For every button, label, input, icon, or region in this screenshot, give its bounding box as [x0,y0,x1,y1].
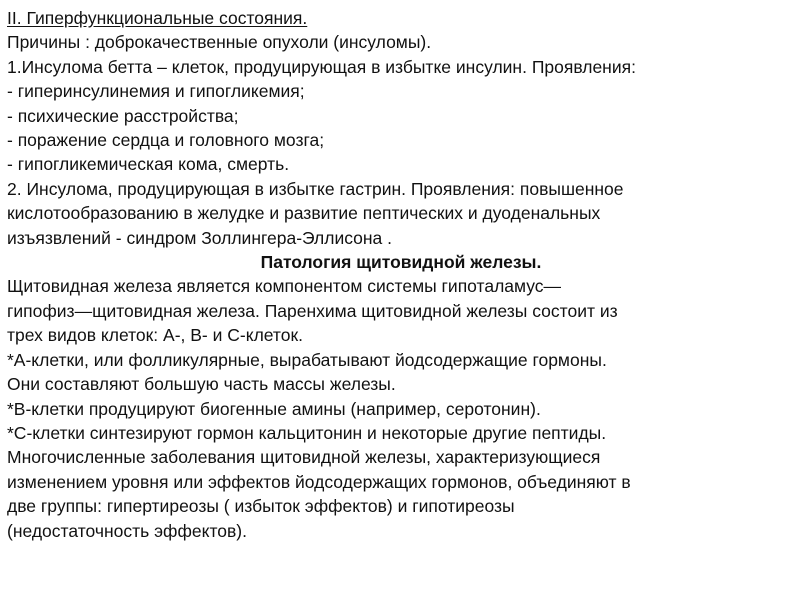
paragraph-line: Многочисленные заболевания щитовидной железы, характеризующиеся [7,447,601,468]
paragraph-line: Щитовидная железа является компонентом системы гипоталамус— [7,276,562,297]
cell-type-c-line: *С-клетки синтезируют гормон кальцитонин и некоторые другие пептиды. [7,422,607,443]
insuloma-beta-line: 1.Инсулома бетта – клеток, продуцирующая в избытке инсулин. Проявления: [7,56,636,77]
slide-text-body [7,6,795,543]
symptom-item: - поражение сердца и головного мозга; [7,130,325,151]
paragraph-line: гипофиз—щитовидная железа. Паренхима щитовидной железы состоит из [7,300,618,321]
cell-type-a-line: *А-клетки, или фолликулярные, вырабатывают йодсодержащие гормоны. [7,349,607,370]
symptom-item: - психические расстройства; [7,105,239,126]
causes-line: Причины : доброкачественные опухоли (инсуломы). [7,32,432,53]
paragraph-line: изъязвлений - синдром Золлингера-Эллисона . [7,227,393,248]
paragraph-line: (недостаточность эффектов). [7,520,247,541]
cell-type-b-line: *В-клетки продуцируют биогенные амины (например, серотонин). [7,398,541,419]
section-heading-hyperfunction: II. Гиперфункциональные состояния. [7,8,308,28]
thyroid-pathology-heading: Патология щитовидной железы. [260,252,542,273]
paragraph-line: изменением уровня или эффектов йодсодержащих гормонов, объединяют в [7,471,631,492]
paragraph-line: две группы: гипертиреозы ( избыток эффектов) и гипотиреозы [7,496,515,517]
paragraph-line: трех видов клеток: А-, В- и С-клеток. [7,325,304,346]
gastrin-insuloma-line: 2. Инсулома, продуцирующая в избытке гастрин. Проявления: повышенное [7,178,624,199]
paragraph-line: Они составляют большую часть массы железы. [7,374,396,395]
symptom-item: - гиперинсулинемия и гипогликемия; [7,81,305,102]
paragraph-line: кислотообразованию в желудке и развитие пептических и дуоденальных [7,203,601,224]
symptom-item: - гипогликемическая кома, смерть. [7,154,290,175]
